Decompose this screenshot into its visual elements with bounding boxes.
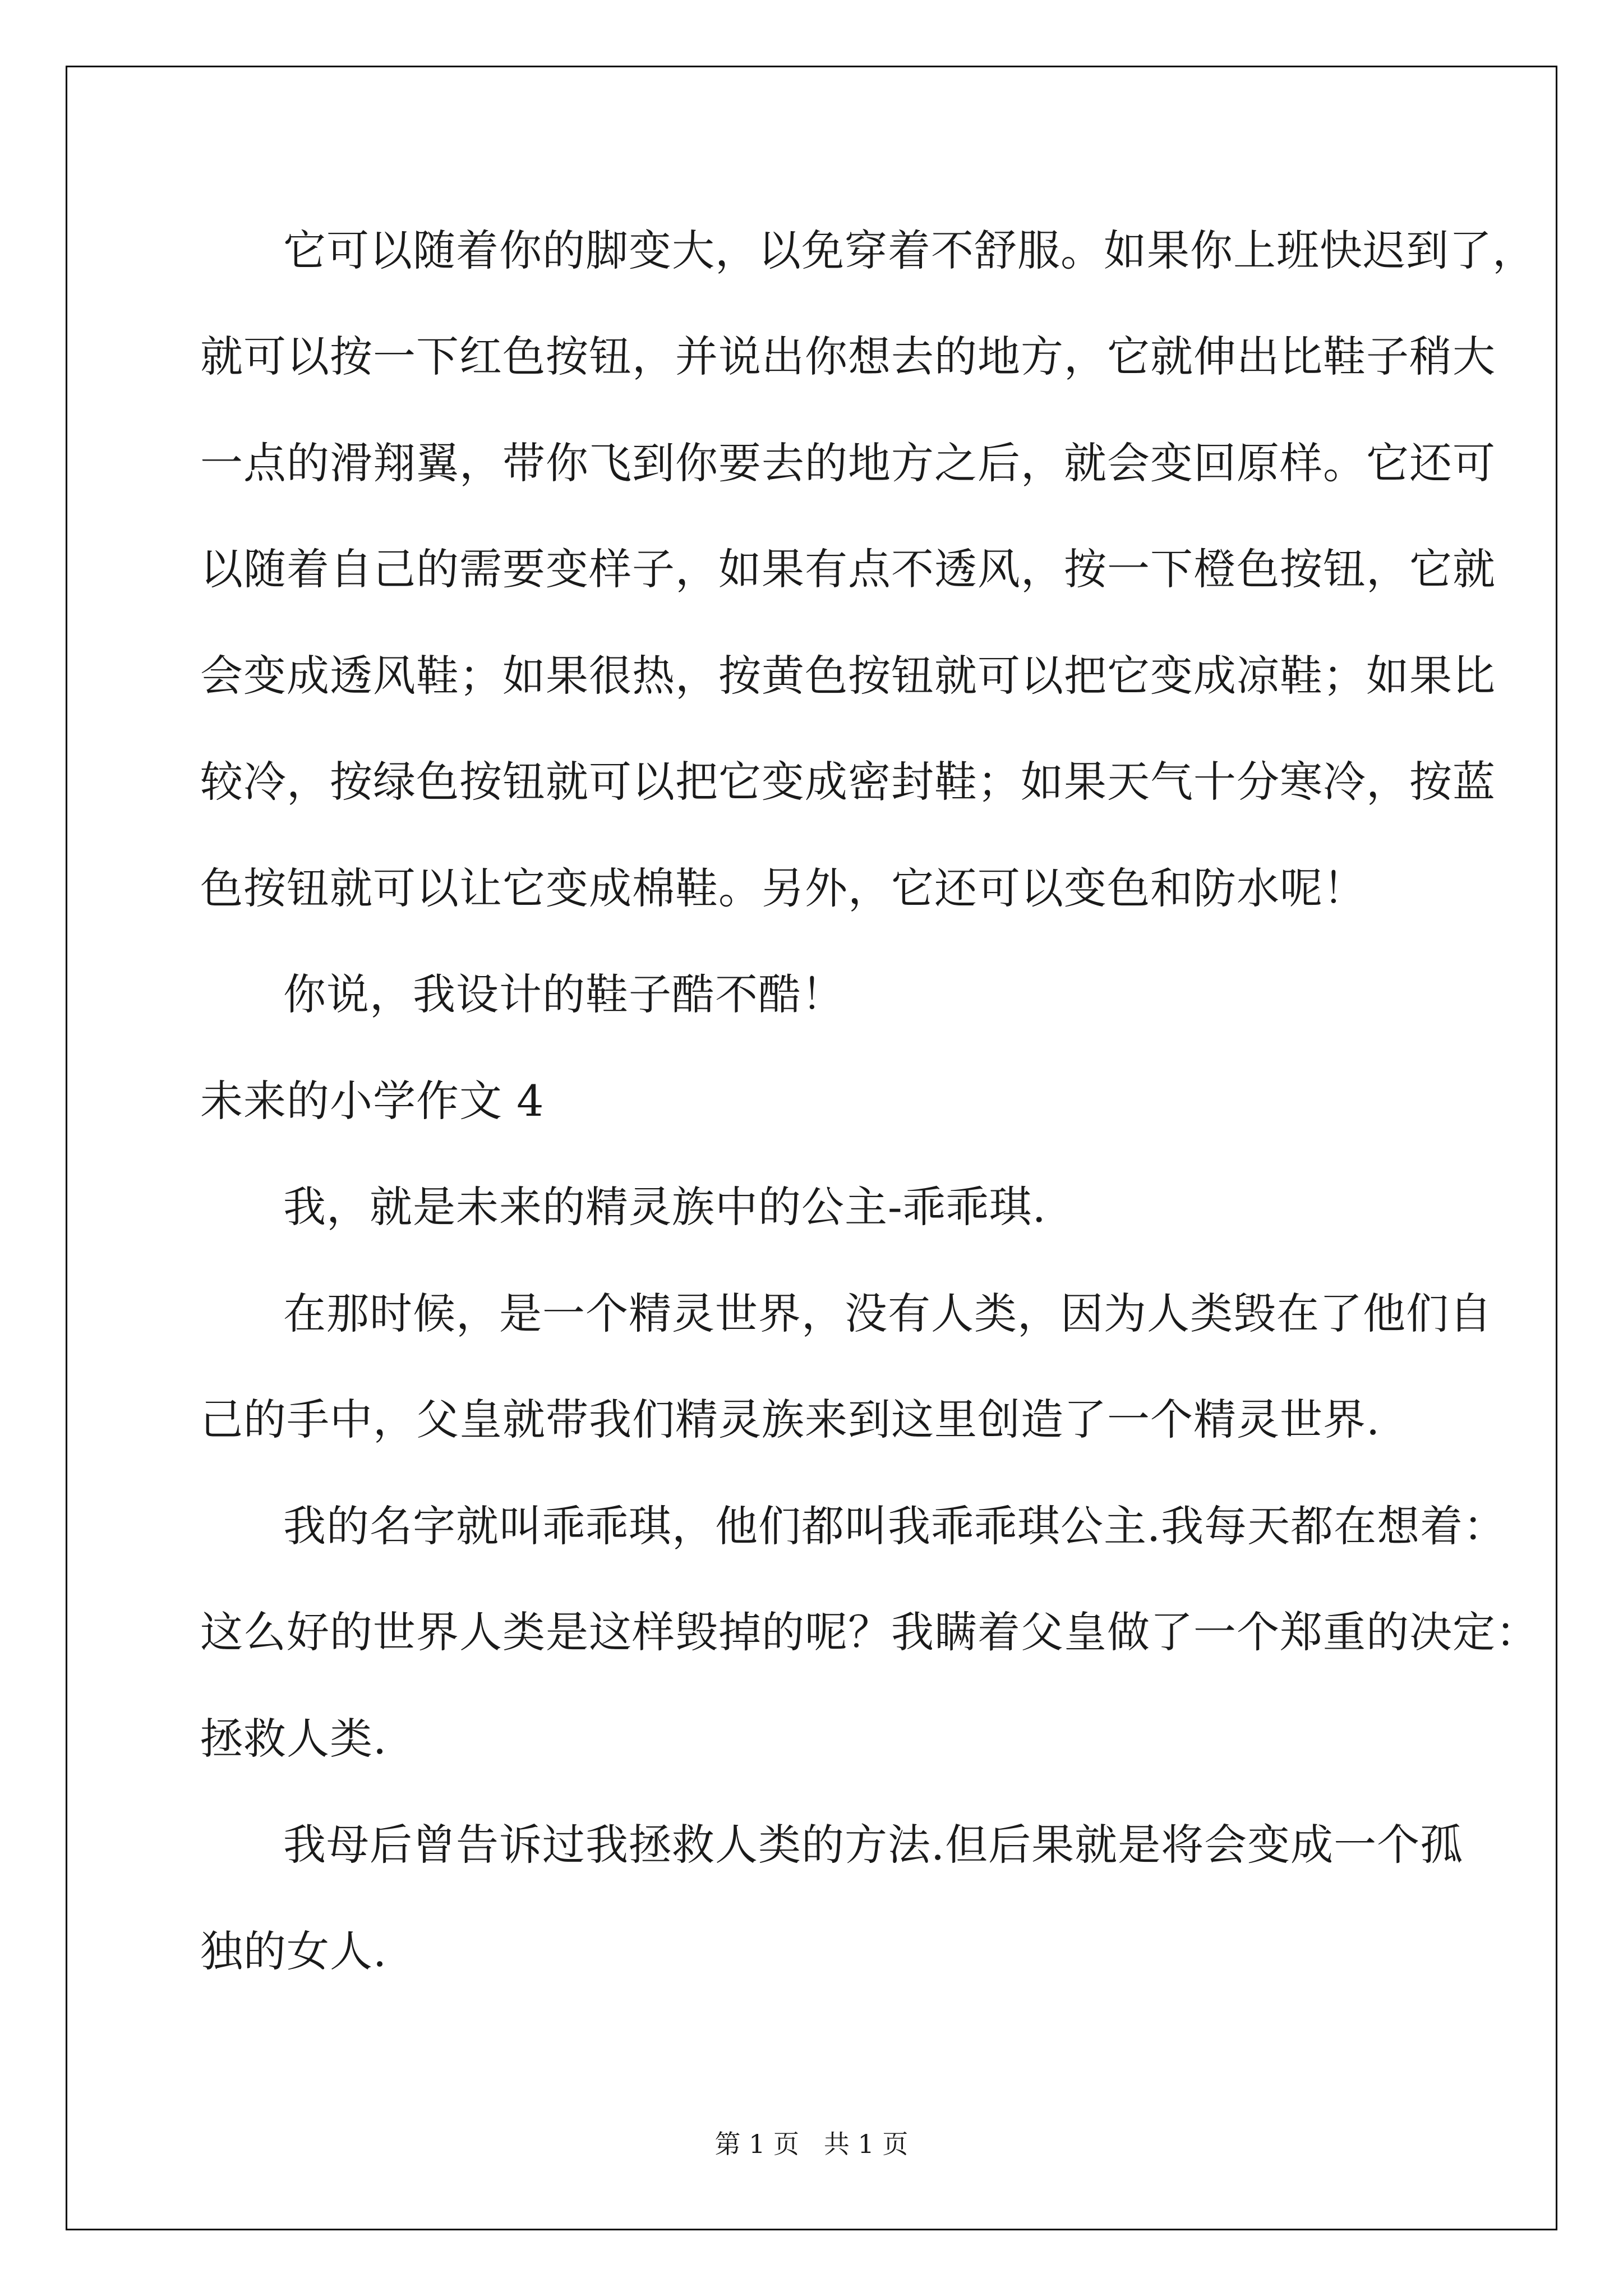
section-heading: 未来的小学作文 4: [200, 1076, 545, 1126]
text-line: 己的手中，父皇就带我们精灵族来到这里创造了一个精灵世界.: [200, 1395, 1381, 1444]
text-line: 你说，我设计的鞋子酷不酷！: [283, 969, 845, 1019]
text-line: 在那时候，是一个精灵世界，没有人类，因为人类毁在了他们自: [283, 1289, 1492, 1338]
page-border: [66, 66, 1557, 2230]
text-line: 这么好的世界人类是这样毁掉的呢？我瞒着父皇做了一个郑重的决定：: [200, 1607, 1539, 1657]
text-line: 会变成透风鞋；如果很热，按黄色按钮就可以把它变成凉鞋；如果比: [200, 651, 1496, 701]
text-line: 以随着自己的需要变样子，如果有点不透风，按一下橙色按钮，它就: [200, 544, 1496, 594]
text-line: 我母后曾告诉过我拯救人类的方法.但后果就是将会变成一个孤: [283, 1820, 1464, 1870]
text-line: 我的名字就叫乖乖琪，他们都叫我乖乖琪公主.我每天都在想着：: [283, 1501, 1507, 1551]
text-line: 它可以随着你的脚变大，以免穿着不舒服。如果你上班快迟到了，: [283, 226, 1536, 275]
text-line: 拯救人类.: [200, 1714, 388, 1764]
page-footer: 第 1 页 共 1 页: [714, 2129, 909, 2159]
text-line: 色按钮就可以让它变成棉鞋。另外，它还可以变色和防水呢！: [200, 863, 1366, 913]
text-line: 较冷，按绿色按钮就可以把它变成密封鞋；如果天气十分寒冷，按蓝: [200, 757, 1496, 807]
text-line: 就可以按一下红色按钮，并说出你想去的地方，它就伸出比鞋子稍大: [200, 332, 1496, 381]
text-line: 一点的滑翔翼，带你飞到你要去的地方之后，就会变回原样。它还可: [200, 438, 1496, 488]
text-line: 独的女人.: [200, 1926, 388, 1976]
text-line: 我，就是未来的精灵族中的公主-乖乖琪.: [283, 1182, 1046, 1232]
